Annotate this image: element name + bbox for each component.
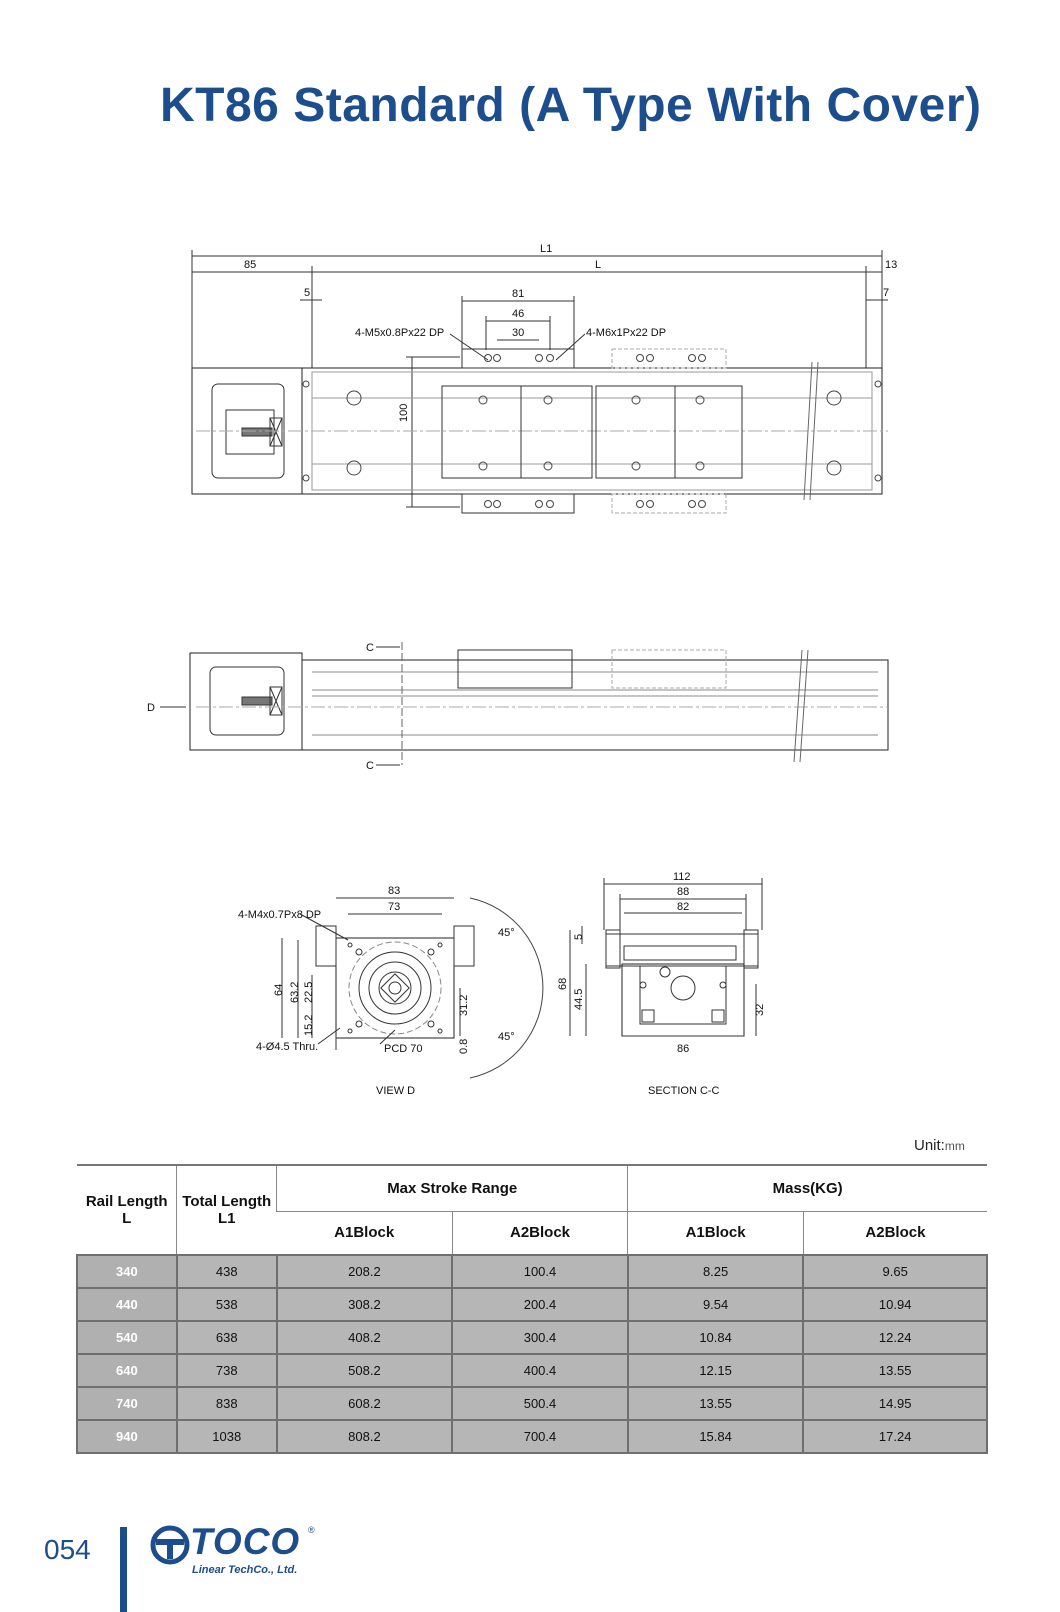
vd-dim-15-2: 15.2	[303, 1014, 315, 1036]
page-title: KT86 Standard (A Type With Cover)	[160, 79, 982, 132]
vd-callout-m4: 4-M4x0.7Px8 DP	[238, 909, 322, 921]
label-c-top: C	[366, 642, 374, 654]
label-c-bottom: C	[366, 760, 374, 772]
vd-dim-63-2: 63.2	[289, 981, 301, 1003]
cc-dim-68: 68	[557, 977, 569, 990]
cc-dim-32: 32	[754, 1003, 766, 1016]
header-max-stroke: Max Stroke Range	[277, 1165, 628, 1211]
table-row: 940 1038 808.2 700.4 15.84 17.24	[77, 1420, 987, 1453]
vd-dim-31-2: 31.2	[458, 994, 470, 1016]
unit-label: Unit:mm	[914, 1137, 965, 1154]
table-row: 340 438 208.2 100.4 8.25 9.65	[77, 1255, 987, 1288]
vd-callout-hole: 4-Ø4.5 Thru.	[256, 1041, 319, 1053]
cc-dim-82: 82	[677, 901, 690, 913]
callout-m6: 4-M6x1Px22 DP	[586, 327, 667, 339]
header-a1-stroke: A1Block	[277, 1211, 453, 1255]
table-row: 640 738 508.2 400.4 12.15 13.55	[77, 1354, 987, 1387]
header-a1-mass: A1Block	[628, 1211, 804, 1255]
logo-subtitle: Linear TechCo., Ltd.	[192, 1564, 298, 1576]
cc-dim-44-5: 44.5	[573, 988, 585, 1010]
footer-divider	[120, 1527, 127, 1612]
section-cc	[557, 871, 766, 1097]
dim-85: 85	[244, 259, 257, 271]
vd-dim-0-8: 0.8	[458, 1038, 470, 1054]
cc-dim-112: 112	[673, 871, 691, 883]
vd-dim-64: 64	[273, 983, 285, 996]
vd-dim-83: 83	[388, 885, 401, 897]
table-row: 540 638 408.2 300.4 10.84 12.24	[77, 1321, 987, 1354]
vd-caption: VIEW D	[376, 1085, 416, 1097]
cc-dim-5: 5	[573, 933, 585, 940]
logo-registered: ®	[308, 1525, 315, 1535]
cc-dim-86: 86	[677, 1043, 690, 1055]
dim-l1: L1	[540, 243, 553, 255]
header-a2-mass: A2Block	[803, 1211, 987, 1255]
dim-30: 30	[512, 327, 525, 339]
vd-dim-22-5: 22.5	[303, 981, 315, 1003]
logo-name: TOCO	[190, 1521, 301, 1562]
top-view	[192, 243, 897, 513]
toco-logo	[150, 1521, 320, 1581]
page-number: 054	[44, 1534, 91, 1565]
header-mass: Mass(KG)	[628, 1165, 987, 1211]
header-total-length: Total Length L1	[177, 1165, 277, 1255]
dim-13: 13	[885, 259, 898, 271]
spec-table	[76, 1164, 988, 1454]
vd-dim-73: 73	[388, 901, 401, 913]
dim-l: L	[595, 259, 602, 271]
dim-5: 5	[304, 287, 311, 299]
view-d	[238, 885, 543, 1097]
dim-81: 81	[512, 288, 525, 300]
cc-dim-88: 88	[677, 886, 690, 898]
header-a2-stroke: A2Block	[452, 1211, 628, 1255]
vd-angle-bottom: 45°	[498, 1031, 515, 1043]
cc-caption: SECTION C-C	[648, 1085, 720, 1097]
logo-mark-icon	[150, 1525, 190, 1569]
dim-7: 7	[883, 287, 890, 299]
header-rail-length: Rail Length L	[77, 1165, 177, 1255]
callout-m5: 4-M5x0.8Px22 DP	[355, 327, 445, 339]
dim-46: 46	[512, 308, 525, 320]
side-view	[147, 642, 888, 772]
dim-100: 100	[398, 403, 410, 422]
vd-angle-top: 45°	[498, 927, 515, 939]
vd-callout-pcd: PCD 70	[384, 1043, 423, 1055]
table-row: 740 838 608.2 500.4 13.55 14.95	[77, 1387, 987, 1420]
table-row: 440 538 308.2 200.4 9.54 10.94	[77, 1288, 987, 1321]
label-d: D	[147, 702, 155, 714]
